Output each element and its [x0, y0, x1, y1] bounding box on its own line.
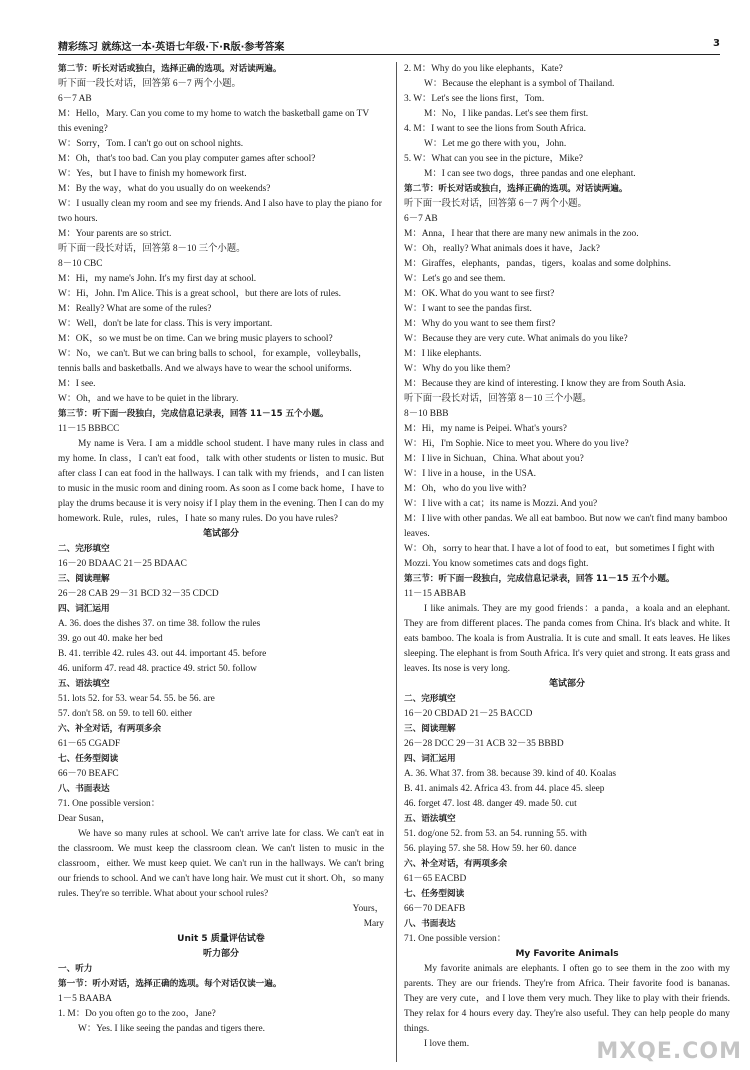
- header-title: 精彩练习 就练这一本·英语七年级·下·R版·参考答案: [58, 42, 285, 53]
- section-heading: 五、语法填空: [404, 814, 456, 824]
- text-line: M：Really? What are some of the rules?: [58, 304, 212, 314]
- section-heading: 七、任务型阅读: [404, 889, 465, 899]
- text-line: 5. W：What can you see in the picture，Mike?: [404, 154, 583, 164]
- right-column: [404, 62, 730, 1052]
- text-line: Mary: [363, 919, 384, 929]
- text-line: W：Hi，I'm Sophie. Nice to meet you. Where do you live?: [404, 439, 629, 449]
- centered-title: 笔试部分: [548, 679, 585, 689]
- text-line: 46. uniform 47. read 48. practice 49. strict 50. follow: [58, 664, 257, 674]
- text-line: 71. One possible version：: [58, 799, 161, 809]
- text-line: 8－10 BBB: [404, 409, 449, 419]
- text-line: 56. playing 57. she 58. How 59. her 60. dance: [404, 844, 577, 854]
- text-line: W：Oh，and we have to be quiet in the library.: [58, 394, 239, 404]
- text-line: 66－70 BEAFC: [58, 769, 119, 779]
- centered-title: 听力部分: [202, 949, 239, 959]
- centered-title: Unit 5 质量评估试卷: [177, 934, 265, 944]
- text-line: M：I see.: [58, 379, 96, 389]
- section-heading: 第一节：听小对话，选择正确的选项。每个对话仅读一遍。: [58, 979, 282, 989]
- text-line: M：No，I like pandas. Let's see them first.: [424, 109, 589, 119]
- text-line: M：Anna，I hear that there are many new animals in the zoo.: [404, 229, 639, 239]
- text-line: 16－20 CBDAD 21－25 BACCD: [404, 709, 533, 719]
- text-line: W：I usually clean my room and see my friends. And I also have to play the piano for two hours.: [58, 199, 382, 224]
- text-line: W：I live with a cat；its name is Mozzi. And you?: [404, 499, 598, 509]
- text-line: Dear Susan，: [58, 814, 111, 824]
- text-line: W：I live in a house，in the USA.: [404, 469, 537, 479]
- text-line: 4. M：I want to see the lions from South Africa.: [404, 124, 587, 134]
- text-line: 39. go out 40. make her bed: [58, 634, 163, 644]
- left-column: [58, 62, 384, 1037]
- text-line: M：Giraffes，elephants，pandas，tigers，koalas and some dolphins.: [404, 259, 671, 269]
- text-line: I like animals. They are my good friends：a panda，a koala and an elephant. They are from different places. The panda comes from China. It's black and white. It eats bamboo. The koala is from Australia. It is cute and small. It eats leaves. He likes sleeping. The elephant is from South Africa. It's very quiet and strong. It eats grass and leaves. Its nose is very long.: [404, 604, 730, 674]
- text-line: M：OK，so we must be on time. Can we bring music players to school?: [58, 334, 333, 344]
- text-line: 51. dog/one 52. from 53. an 54. running 55. with: [404, 829, 587, 839]
- page-header: [58, 38, 720, 55]
- text-line: My name is Vera. I am a middle school student. I have many rules in class and my home. In class，I can't eat food，talk with other students or listen to music. But after class I can eat food in the hallways. I can talk with my friends，and I can listen to music in the music room and dining room. As soon as I come back home，I have to play the drums because it is very noisy if I play them in the evening. Then I can do my homework. Rule，rules，rules，I hate so many rules. Do you have rules?: [58, 439, 384, 524]
- text-line: 61－65 CGADF: [58, 739, 121, 749]
- section-heading: 八、书面表达: [58, 784, 110, 794]
- section-heading: 第二节：听长对话或独白，选择正确的选项。对话读两遍。: [58, 64, 282, 74]
- text-line: W：Oh，sorry to hear that. I have a lot of food to eat，but sometimes I fight with Mozzi. You know sometimes cats and dogs fight.: [404, 544, 715, 569]
- text-line: W：Well，don't be late for class. This is very important.: [58, 319, 273, 329]
- text-line: W：No，we can't. But we can bring balls to school，for example，volleyballs，tennis balls and basketballs. And we always have to wear the school uniforms.: [58, 349, 368, 374]
- section-heading: 第二节：听长对话或独白，选择正确的选项。对话读两遍。: [404, 184, 628, 194]
- text-line: 8－10 CBC: [58, 259, 103, 269]
- text-line: 66－70 DEAFB: [404, 904, 466, 914]
- text-line: W：I want to see the pandas first.: [404, 304, 532, 314]
- text-line: 46. forget 47. lost 48. danger 49. made 50. cut: [404, 799, 577, 809]
- text-line: Yours，: [352, 904, 384, 914]
- text-line: 6－7 AB: [404, 214, 438, 224]
- text-line: 71. One possible version：: [404, 934, 507, 944]
- text-line: M：I live in Sichuan，China. What about you?: [404, 454, 584, 464]
- text-line: M：Oh，who do you live with?: [404, 484, 527, 494]
- text-line: B. 41. animals 42. Africa 43. from 44. place 45. sleep: [404, 784, 605, 794]
- text-line: W：Yes. I like seeing the pandas and tigers there.: [78, 1024, 266, 1034]
- text-line: M：Oh，that's too bad. Can you play computer games after school?: [58, 154, 316, 164]
- section-heading: 八、书面表达: [404, 919, 456, 929]
- text-line: 听下面一段长对话，回答第 8－10 三个小题。: [58, 244, 246, 254]
- text-line: M：I like elephants.: [404, 349, 482, 359]
- section-heading: 第三节：听下面一段独白，完成信息记录表，回答 11－15 五个小题。: [58, 409, 329, 419]
- text-line: 26－28 DCC 29－31 ACB 32－35 BBBD: [404, 739, 564, 749]
- text-line: W：Hi，John. I'm Alice. This is a great school，but there are lots of rules.: [58, 289, 341, 299]
- section-heading: 二、完形填空: [58, 544, 110, 554]
- text-line: M：Hi，my name is Peipei. What's yours?: [404, 424, 567, 434]
- text-line: M：OK. What do you want to see first?: [404, 289, 555, 299]
- text-line: W：Let's go and see them.: [404, 274, 506, 284]
- text-line: W：Because the elephant is a symbol of Thailand.: [424, 79, 615, 89]
- text-line: M：I can see two dogs，three pandas and one elephant.: [424, 169, 636, 179]
- section-heading: 四、词汇运用: [58, 604, 110, 614]
- section-heading: 三、阅读理解: [404, 724, 456, 734]
- text-line: M：Why do you want to see them first?: [404, 319, 556, 329]
- section-heading: 六、补全对话，有两项多余: [404, 859, 508, 869]
- text-line: M：Because they are kind of interesting. I know they are from South Asia.: [404, 379, 686, 389]
- text-line: M：Your parents are so strict.: [58, 229, 172, 239]
- text-line: M：I live with other pandas. We all eat bamboo. But now we can't find many bamboo leaves.: [404, 514, 728, 539]
- text-line: 57. don't 58. on 59. to tell 60. either: [58, 709, 192, 719]
- text-line: W：Oh，really? What animals does it have，Jack?: [404, 244, 600, 254]
- text-line: W：Because they are very cute. What animals do you like?: [404, 334, 628, 344]
- centered-title: 笔试部分: [202, 529, 239, 539]
- text-line: M：Hello，Mary. Can you come to my home to watch the basketball game on TV this evening?: [58, 109, 369, 134]
- section-heading: 第三节：听下面一段独白，完成信息记录表，回答 11－15 五个小题。: [404, 574, 675, 584]
- text-line: We have so many rules at school. We can't arrive late for class. We can't eat in the classroom. We must keep the classroom clean. We can't listen to music in the classroom，either. We must keep quiet. We can't run in the hallways. We can't bring our friends to school. And we can't have long hair. We must cut it short. Oh，so many rules. They're so terrible. What about your school rules?: [58, 829, 384, 899]
- text-line: 听下面一段长对话，回答第 8－10 三个小题。: [404, 394, 592, 404]
- text-line: 11－15 BBBCC: [58, 424, 120, 434]
- text-line: 1. M：Do you often go to the zoo，Jane?: [58, 1009, 216, 1019]
- column-divider: [396, 62, 397, 1062]
- section-heading: 三、阅读理解: [58, 574, 110, 584]
- text-line: 51. lots 52. for 53. wear 54. 55. be 56. are: [58, 694, 215, 704]
- page-number: 3: [713, 38, 720, 49]
- text-line: W：Yes，but I have to finish my homework first.: [58, 169, 247, 179]
- text-line: W：Why do you like them?: [404, 364, 511, 374]
- text-line: 听下面一段长对话，回答第 6－7 两个小题。: [404, 199, 587, 209]
- section-heading: 二、完形填空: [404, 694, 456, 704]
- text-line: A. 36. does the dishes 37. on time 38. follow the rules: [58, 619, 261, 629]
- text-line: A. 36. What 37. from 38. because 39. kind of 40. Koalas: [404, 769, 617, 779]
- text-line: 26－28 CAB 29－31 BCD 32－35 CDCD: [58, 589, 219, 599]
- text-line: B. 41. terrible 42. rules 43. out 44. important 45. before: [58, 649, 267, 659]
- text-line: 2. M：Why do you like elephants，Kate?: [404, 64, 563, 74]
- centered-title: My Favorite Animals: [515, 949, 619, 959]
- text-line: I love them.: [424, 1039, 470, 1049]
- section-heading: 七、任务型阅读: [58, 754, 119, 764]
- text-line: 6－7 AB: [58, 94, 92, 104]
- section-heading: 四、词汇运用: [404, 754, 456, 764]
- text-line: W：Sorry，Tom. I can't go out on school nights.: [58, 139, 244, 149]
- text-line: 16－20 BDAAC 21－25 BDAAC: [58, 559, 187, 569]
- text-line: 11－15 ABBAB: [404, 589, 466, 599]
- text-line: 1－5 BAABA: [58, 994, 112, 1004]
- section-heading: 五、语法填空: [58, 679, 110, 689]
- text-line: W：Let me go there with you，John.: [424, 139, 567, 149]
- text-line: M：Hi，my name's John. It's my first day at school.: [58, 274, 257, 284]
- text-line: 61－65 EACBD: [404, 874, 467, 884]
- text-line: My favorite animals are elephants. I often go to see them in the zoo with my parents. They are our friends. They're from Africa. Their favorite food is bananas. They are very cute，and I love them very much. They like to play with their friends. They relax for 4 hours every day. They're also useful. They can help people do many things.: [404, 964, 730, 1034]
- site-watermark: MXQE.COM: [596, 1039, 742, 1064]
- section-heading: 六、补全对话，有两项多余: [58, 724, 162, 734]
- section-heading: 一、听力: [58, 964, 93, 974]
- text-line: 3. W：Let's see the lions first，Tom.: [404, 94, 545, 104]
- text-line: M：By the way，what do you usually do on weekends?: [58, 184, 271, 194]
- text-line: 听下面一段长对话，回答第 6－7 两个小题。: [58, 79, 241, 89]
